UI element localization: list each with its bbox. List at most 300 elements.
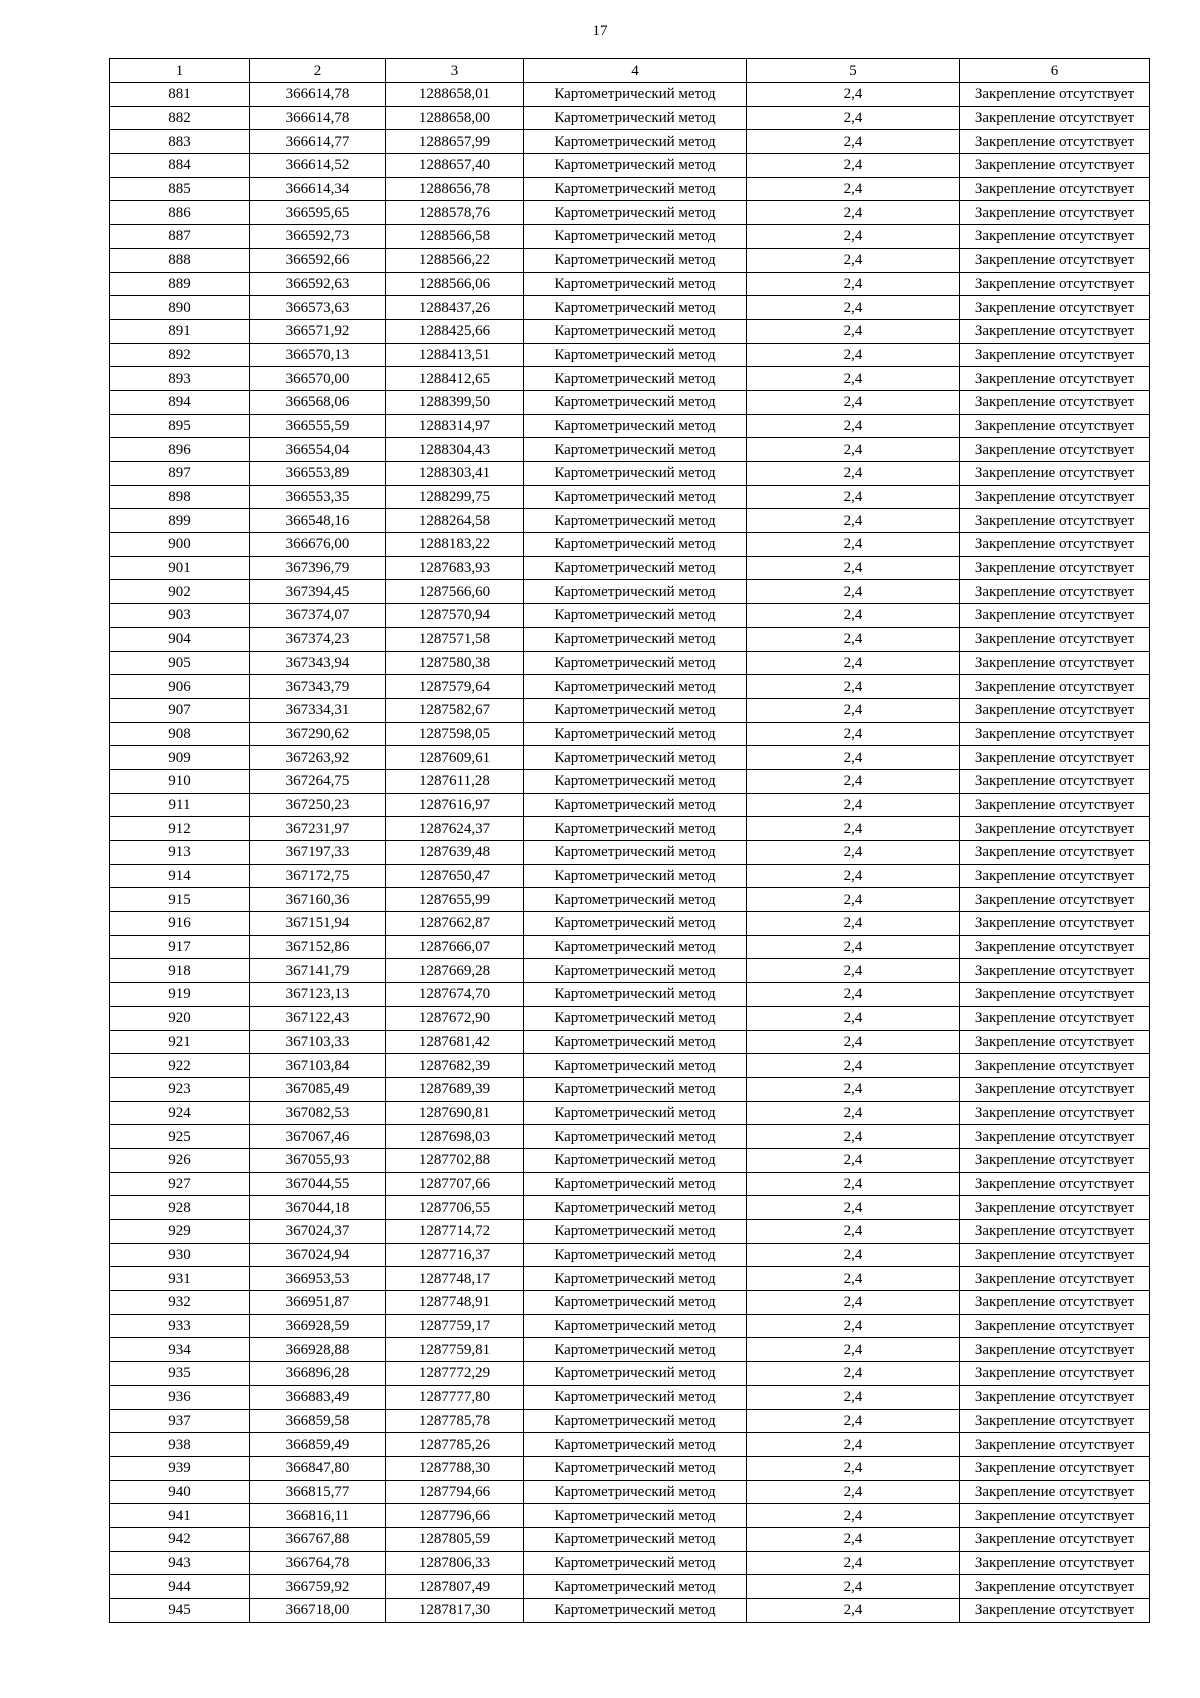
coordinate-x-cell: 366553,89 — [250, 462, 386, 486]
coordinate-x-cell: 366883,49 — [250, 1385, 386, 1409]
coordinate-y-cell: 1288413,51 — [386, 343, 524, 367]
method-cell: Картометрический метод — [524, 272, 747, 296]
table-row — [110, 509, 1150, 533]
accuracy-cell: 2,4 — [747, 1599, 960, 1623]
fixing-description-cell: Закрепление отсутствует — [960, 841, 1150, 865]
fixing-description-cell: Закрепление отсутствует — [960, 983, 1150, 1007]
table-row — [110, 769, 1150, 793]
table-row — [110, 462, 1150, 486]
fixing-description-cell: Закрепление отсутствует — [960, 106, 1150, 130]
table-row — [110, 438, 1150, 462]
method-cell: Картометрический метод — [524, 296, 747, 320]
coordinate-x-cell: 366764,78 — [250, 1551, 386, 1575]
table-row — [110, 485, 1150, 509]
table-row — [110, 841, 1150, 865]
coordinate-x-cell: 367263,92 — [250, 746, 386, 770]
fixing-description-cell: Закрепление отсутствует — [960, 367, 1150, 391]
point-number-cell: 893 — [110, 367, 250, 391]
coordinate-x-cell: 367055,93 — [250, 1148, 386, 1172]
accuracy-cell: 2,4 — [747, 1148, 960, 1172]
table-row — [110, 1054, 1150, 1078]
coordinate-y-cell: 1287759,17 — [386, 1314, 524, 1338]
method-cell: Картометрический метод — [524, 627, 747, 651]
point-number-cell: 904 — [110, 627, 250, 651]
coordinate-x-cell: 367374,07 — [250, 604, 386, 628]
table-row — [110, 959, 1150, 983]
method-cell: Картометрический метод — [524, 414, 747, 438]
accuracy-cell: 2,4 — [747, 793, 960, 817]
point-number-cell: 938 — [110, 1433, 250, 1457]
coordinate-x-cell: 367067,46 — [250, 1125, 386, 1149]
accuracy-cell: 2,4 — [747, 83, 960, 107]
table-row — [110, 1575, 1150, 1599]
fixing-description-cell: Закрепление отсутствует — [960, 177, 1150, 201]
coordinate-y-cell: 1287611,28 — [386, 769, 524, 793]
coordinate-y-cell: 1288304,43 — [386, 438, 524, 462]
coordinate-x-cell: 366592,66 — [250, 248, 386, 272]
point-number-cell: 931 — [110, 1267, 250, 1291]
accuracy-cell: 2,4 — [747, 485, 960, 509]
table-row — [110, 1409, 1150, 1433]
method-cell: Картометрический метод — [524, 1409, 747, 1433]
accuracy-cell: 2,4 — [747, 177, 960, 201]
coordinate-y-cell: 1287702,88 — [386, 1148, 524, 1172]
method-cell: Картометрический метод — [524, 248, 747, 272]
point-number-cell: 936 — [110, 1385, 250, 1409]
point-number-cell: 914 — [110, 864, 250, 888]
coordinate-y-cell: 1287598,05 — [386, 722, 524, 746]
method-cell: Картометрический метод — [524, 651, 747, 675]
coordinate-x-cell: 366592,73 — [250, 225, 386, 249]
point-number-cell: 883 — [110, 130, 250, 154]
table-row — [110, 1220, 1150, 1244]
coordinate-y-cell: 1287807,49 — [386, 1575, 524, 1599]
coordinate-x-cell: 366568,06 — [250, 390, 386, 414]
coordinates-table — [109, 58, 1150, 1623]
fixing-description-cell: Закрепление отсутствует — [960, 1220, 1150, 1244]
fixing-description-cell: Закрепление отсутствует — [960, 769, 1150, 793]
table-row — [110, 793, 1150, 817]
point-number-cell: 910 — [110, 769, 250, 793]
fixing-description-cell: Закрепление отсутствует — [960, 509, 1150, 533]
point-number-cell: 926 — [110, 1148, 250, 1172]
accuracy-cell: 2,4 — [747, 769, 960, 793]
coordinate-x-cell: 367082,53 — [250, 1101, 386, 1125]
accuracy-cell: 2,4 — [747, 414, 960, 438]
accuracy-cell: 2,4 — [747, 604, 960, 628]
table-row — [110, 414, 1150, 438]
column-header-3: 3 — [386, 59, 524, 83]
coordinate-y-cell: 1287796,66 — [386, 1504, 524, 1528]
coordinate-y-cell: 1287681,42 — [386, 1030, 524, 1054]
accuracy-cell: 2,4 — [747, 462, 960, 486]
coordinate-y-cell: 1287639,48 — [386, 841, 524, 865]
coordinate-x-cell: 367250,23 — [250, 793, 386, 817]
table-row — [110, 533, 1150, 557]
method-cell: Картометрический метод — [524, 1030, 747, 1054]
fixing-description-cell: Закрепление отсутствует — [960, 793, 1150, 817]
point-number-cell: 885 — [110, 177, 250, 201]
table-row — [110, 1362, 1150, 1386]
method-cell: Картометрический метод — [524, 698, 747, 722]
point-number-cell: 920 — [110, 1006, 250, 1030]
point-number-cell: 908 — [110, 722, 250, 746]
accuracy-cell: 2,4 — [747, 390, 960, 414]
method-cell: Картометрический метод — [524, 130, 747, 154]
point-number-cell: 939 — [110, 1456, 250, 1480]
method-cell: Картометрический метод — [524, 1054, 747, 1078]
table-row — [110, 1504, 1150, 1528]
point-number-cell: 922 — [110, 1054, 250, 1078]
fixing-description-cell: Закрепление отсутствует — [960, 580, 1150, 604]
point-number-cell: 921 — [110, 1030, 250, 1054]
coordinate-y-cell: 1287580,38 — [386, 651, 524, 675]
method-cell: Картометрический метод — [524, 367, 747, 391]
table-row — [110, 651, 1150, 675]
coordinate-x-cell: 366928,88 — [250, 1338, 386, 1362]
accuracy-cell: 2,4 — [747, 1433, 960, 1457]
table-row — [110, 580, 1150, 604]
coordinate-y-cell: 1287669,28 — [386, 959, 524, 983]
method-cell: Картометрический метод — [524, 1172, 747, 1196]
fixing-description-cell: Закрепление отсутствует — [960, 1125, 1150, 1149]
coordinate-x-cell: 366614,77 — [250, 130, 386, 154]
accuracy-cell: 2,4 — [747, 935, 960, 959]
fixing-description-cell: Закрепление отсутствует — [960, 154, 1150, 178]
fixing-description-cell: Закрепление отсутствует — [960, 343, 1150, 367]
method-cell: Картометрический метод — [524, 1551, 747, 1575]
point-number-cell: 889 — [110, 272, 250, 296]
coordinate-x-cell: 366555,59 — [250, 414, 386, 438]
method-cell: Картометрический метод — [524, 1385, 747, 1409]
method-cell: Картометрический метод — [524, 106, 747, 130]
method-cell: Картометрический метод — [524, 556, 747, 580]
table-row — [110, 722, 1150, 746]
table-row — [110, 367, 1150, 391]
table-row — [110, 130, 1150, 154]
method-cell: Картометрический метод — [524, 1575, 747, 1599]
accuracy-cell: 2,4 — [747, 1409, 960, 1433]
coordinate-x-cell: 367085,49 — [250, 1077, 386, 1101]
coordinate-x-cell: 367103,84 — [250, 1054, 386, 1078]
coordinate-y-cell: 1287788,30 — [386, 1456, 524, 1480]
coordinate-x-cell: 367024,94 — [250, 1243, 386, 1267]
point-number-cell: 934 — [110, 1338, 250, 1362]
point-number-cell: 942 — [110, 1527, 250, 1551]
point-number-cell: 900 — [110, 533, 250, 557]
method-cell: Картометрический метод — [524, 438, 747, 462]
coordinate-x-cell: 367151,94 — [250, 912, 386, 936]
accuracy-cell: 2,4 — [747, 675, 960, 699]
accuracy-cell: 2,4 — [747, 1077, 960, 1101]
coordinate-y-cell: 1287772,29 — [386, 1362, 524, 1386]
fixing-description-cell: Закрепление отсутствует — [960, 651, 1150, 675]
coordinate-y-cell: 1288299,75 — [386, 485, 524, 509]
method-cell: Картометрический метод — [524, 390, 747, 414]
coordinate-x-cell: 366554,04 — [250, 438, 386, 462]
fixing-description-cell: Закрепление отсутствует — [960, 722, 1150, 746]
coordinate-y-cell: 1288657,99 — [386, 130, 524, 154]
coordinate-x-cell: 366859,49 — [250, 1433, 386, 1457]
accuracy-cell: 2,4 — [747, 248, 960, 272]
accuracy-cell: 2,4 — [747, 1314, 960, 1338]
fixing-description-cell: Закрепление отсутствует — [960, 1362, 1150, 1386]
fixing-description-cell: Закрепление отсутствует — [960, 1527, 1150, 1551]
point-number-cell: 890 — [110, 296, 250, 320]
fixing-description-cell: Закрепление отсутствует — [960, 1172, 1150, 1196]
method-cell: Картометрический метод — [524, 1527, 747, 1551]
coordinate-x-cell: 366767,88 — [250, 1527, 386, 1551]
accuracy-cell: 2,4 — [747, 983, 960, 1007]
fixing-description-cell: Закрепление отсутствует — [960, 888, 1150, 912]
method-cell: Картометрический метод — [524, 319, 747, 343]
fixing-description-cell: Закрепление отсутствует — [960, 698, 1150, 722]
method-cell: Картометрический метод — [524, 485, 747, 509]
coordinate-x-cell: 366816,11 — [250, 1504, 386, 1528]
point-number-cell: 906 — [110, 675, 250, 699]
fixing-description-cell: Закрепление отсутствует — [960, 1599, 1150, 1623]
method-cell: Картометрический метод — [524, 1291, 747, 1315]
table-row — [110, 319, 1150, 343]
table-row — [110, 698, 1150, 722]
table-row — [110, 1172, 1150, 1196]
table-row — [110, 225, 1150, 249]
coordinate-x-cell: 367334,31 — [250, 698, 386, 722]
point-number-cell: 901 — [110, 556, 250, 580]
method-cell: Картометрический метод — [524, 1314, 747, 1338]
column-header-2: 2 — [250, 59, 386, 83]
point-number-cell: 924 — [110, 1101, 250, 1125]
accuracy-cell: 2,4 — [747, 1006, 960, 1030]
method-cell: Картометрический метод — [524, 201, 747, 225]
coordinate-y-cell: 1288399,50 — [386, 390, 524, 414]
table-row — [110, 296, 1150, 320]
coordinate-y-cell: 1288314,97 — [386, 414, 524, 438]
method-cell: Картометрический метод — [524, 864, 747, 888]
fixing-description-cell: Закрепление отсутствует — [960, 1338, 1150, 1362]
coordinate-y-cell: 1287650,47 — [386, 864, 524, 888]
coordinate-x-cell: 367290,62 — [250, 722, 386, 746]
coordinate-y-cell: 1287655,99 — [386, 888, 524, 912]
coordinate-x-cell: 366548,16 — [250, 509, 386, 533]
table-row — [110, 1480, 1150, 1504]
accuracy-cell: 2,4 — [747, 1575, 960, 1599]
point-number-cell: 917 — [110, 935, 250, 959]
coordinate-y-cell: 1287672,90 — [386, 1006, 524, 1030]
method-cell: Картометрический метод — [524, 154, 747, 178]
table-row — [110, 1385, 1150, 1409]
point-number-cell: 915 — [110, 888, 250, 912]
coordinate-x-cell: 367152,86 — [250, 935, 386, 959]
coordinate-y-cell: 1288303,41 — [386, 462, 524, 486]
accuracy-cell: 2,4 — [747, 722, 960, 746]
table-row — [110, 604, 1150, 628]
point-number-cell: 882 — [110, 106, 250, 130]
accuracy-cell: 2,4 — [747, 627, 960, 651]
point-number-cell: 918 — [110, 959, 250, 983]
method-cell: Картометрический метод — [524, 83, 747, 107]
coordinate-x-cell: 367103,33 — [250, 1030, 386, 1054]
method-cell: Картометрический метод — [524, 1456, 747, 1480]
table-row — [110, 248, 1150, 272]
coordinate-x-cell: 367396,79 — [250, 556, 386, 580]
coordinate-x-cell: 367264,75 — [250, 769, 386, 793]
point-number-cell: 930 — [110, 1243, 250, 1267]
coordinate-x-cell: 367231,97 — [250, 817, 386, 841]
point-number-cell: 916 — [110, 912, 250, 936]
coordinate-x-cell: 366951,87 — [250, 1291, 386, 1315]
accuracy-cell: 2,4 — [747, 130, 960, 154]
table-row — [110, 177, 1150, 201]
method-cell: Картометрический метод — [524, 1362, 747, 1386]
fixing-description-cell: Закрепление отсутствует — [960, 390, 1150, 414]
table-row — [110, 272, 1150, 296]
table-row — [110, 106, 1150, 130]
method-cell: Картометрический метод — [524, 1480, 747, 1504]
accuracy-cell: 2,4 — [747, 556, 960, 580]
coordinate-y-cell: 1287759,81 — [386, 1338, 524, 1362]
fixing-description-cell: Закрепление отсутствует — [960, 1054, 1150, 1078]
coordinate-y-cell: 1287624,37 — [386, 817, 524, 841]
point-number-cell: 888 — [110, 248, 250, 272]
coordinate-y-cell: 1288578,76 — [386, 201, 524, 225]
fixing-description-cell: Закрепление отсутствует — [960, 1101, 1150, 1125]
fixing-description-cell: Закрепление отсутствует — [960, 1385, 1150, 1409]
point-number-cell: 945 — [110, 1599, 250, 1623]
coordinate-y-cell: 1288657,40 — [386, 154, 524, 178]
table-body — [110, 83, 1150, 1623]
point-number-cell: 886 — [110, 201, 250, 225]
point-number-cell: 925 — [110, 1125, 250, 1149]
coordinate-y-cell: 1287682,39 — [386, 1054, 524, 1078]
coordinate-x-cell: 366676,00 — [250, 533, 386, 557]
accuracy-cell: 2,4 — [747, 367, 960, 391]
fixing-description-cell: Закрепление отсутствует — [960, 604, 1150, 628]
fixing-description-cell: Закрепление отсутствует — [960, 1551, 1150, 1575]
coordinate-y-cell: 1287716,37 — [386, 1243, 524, 1267]
fixing-description-cell: Закрепление отсутствует — [960, 414, 1150, 438]
method-cell: Картометрический метод — [524, 1148, 747, 1172]
coordinate-y-cell: 1287785,78 — [386, 1409, 524, 1433]
method-cell: Картометрический метод — [524, 1338, 747, 1362]
coordinate-x-cell: 367122,43 — [250, 1006, 386, 1030]
coordinate-x-cell: 367044,18 — [250, 1196, 386, 1220]
fixing-description-cell: Закрепление отсутствует — [960, 912, 1150, 936]
accuracy-cell: 2,4 — [747, 272, 960, 296]
point-number-cell: 933 — [110, 1314, 250, 1338]
coordinate-x-cell: 366614,78 — [250, 83, 386, 107]
point-number-cell: 892 — [110, 343, 250, 367]
accuracy-cell: 2,4 — [747, 1243, 960, 1267]
page-number: 17 — [592, 23, 608, 39]
fixing-description-cell: Закрепление отсутствует — [960, 201, 1150, 225]
coordinate-x-cell: 367044,55 — [250, 1172, 386, 1196]
fixing-description-cell: Закрепление отсутствует — [960, 1267, 1150, 1291]
method-cell: Картометрический метод — [524, 746, 747, 770]
table-row — [110, 1030, 1150, 1054]
table-row — [110, 1125, 1150, 1149]
method-cell: Картометрический метод — [524, 177, 747, 201]
point-number-cell: 909 — [110, 746, 250, 770]
point-number-cell: 907 — [110, 698, 250, 722]
coordinate-y-cell: 1287748,17 — [386, 1267, 524, 1291]
coordinate-y-cell: 1287794,66 — [386, 1480, 524, 1504]
fixing-description-cell: Закрепление отсутствует — [960, 1077, 1150, 1101]
method-cell: Картометрический метод — [524, 675, 747, 699]
table-row — [110, 1433, 1150, 1457]
coordinate-x-cell: 367172,75 — [250, 864, 386, 888]
coordinate-x-cell: 367394,45 — [250, 580, 386, 604]
accuracy-cell: 2,4 — [747, 1101, 960, 1125]
coordinate-y-cell: 1288264,58 — [386, 509, 524, 533]
accuracy-cell: 2,4 — [747, 509, 960, 533]
fixing-description-cell: Закрепление отсутствует — [960, 248, 1150, 272]
table-row — [110, 746, 1150, 770]
accuracy-cell: 2,4 — [747, 864, 960, 888]
point-number-cell: 927 — [110, 1172, 250, 1196]
table-row — [110, 1148, 1150, 1172]
fixing-description-cell: Закрепление отсутствует — [960, 1030, 1150, 1054]
table-row — [110, 83, 1150, 107]
point-number-cell: 903 — [110, 604, 250, 628]
accuracy-cell: 2,4 — [747, 651, 960, 675]
header-row — [110, 59, 1150, 83]
point-number-cell: 896 — [110, 438, 250, 462]
table-row — [110, 1006, 1150, 1030]
method-cell: Картометрический метод — [524, 841, 747, 865]
coordinate-y-cell: 1287582,67 — [386, 698, 524, 722]
point-number-cell: 923 — [110, 1077, 250, 1101]
method-cell: Картометрический метод — [524, 793, 747, 817]
accuracy-cell: 2,4 — [747, 1267, 960, 1291]
table-row — [110, 154, 1150, 178]
accuracy-cell: 2,4 — [747, 1480, 960, 1504]
coordinate-x-cell: 366859,58 — [250, 1409, 386, 1433]
method-cell: Картометрический метод — [524, 509, 747, 533]
coordinate-y-cell: 1287690,81 — [386, 1101, 524, 1125]
method-cell: Картометрический метод — [524, 343, 747, 367]
accuracy-cell: 2,4 — [747, 154, 960, 178]
accuracy-cell: 2,4 — [747, 698, 960, 722]
table-row — [110, 1599, 1150, 1623]
coordinate-y-cell: 1288425,66 — [386, 319, 524, 343]
fixing-description-cell: Закрепление отсутствует — [960, 1504, 1150, 1528]
coordinate-x-cell: 367160,36 — [250, 888, 386, 912]
table-row — [110, 343, 1150, 367]
accuracy-cell: 2,4 — [747, 1551, 960, 1575]
point-number-cell: 905 — [110, 651, 250, 675]
coordinate-y-cell: 1288437,26 — [386, 296, 524, 320]
coordinate-y-cell: 1287777,80 — [386, 1385, 524, 1409]
table-row — [110, 1101, 1150, 1125]
coordinate-y-cell: 1287706,55 — [386, 1196, 524, 1220]
accuracy-cell: 2,4 — [747, 841, 960, 865]
coordinate-x-cell: 367123,13 — [250, 983, 386, 1007]
accuracy-cell: 2,4 — [747, 319, 960, 343]
method-cell: Картометрический метод — [524, 959, 747, 983]
fixing-description-cell: Закрепление отсутствует — [960, 296, 1150, 320]
table-row — [110, 1196, 1150, 1220]
coordinate-x-cell: 367343,79 — [250, 675, 386, 699]
coordinate-x-cell: 366573,63 — [250, 296, 386, 320]
column-header-6: 6 — [960, 59, 1150, 83]
table-row — [110, 556, 1150, 580]
method-cell: Картометрический метод — [524, 462, 747, 486]
coordinate-y-cell: 1287674,70 — [386, 983, 524, 1007]
point-number-cell: 895 — [110, 414, 250, 438]
coordinate-y-cell: 1287805,59 — [386, 1527, 524, 1551]
fixing-description-cell: Закрепление отсутствует — [960, 864, 1150, 888]
